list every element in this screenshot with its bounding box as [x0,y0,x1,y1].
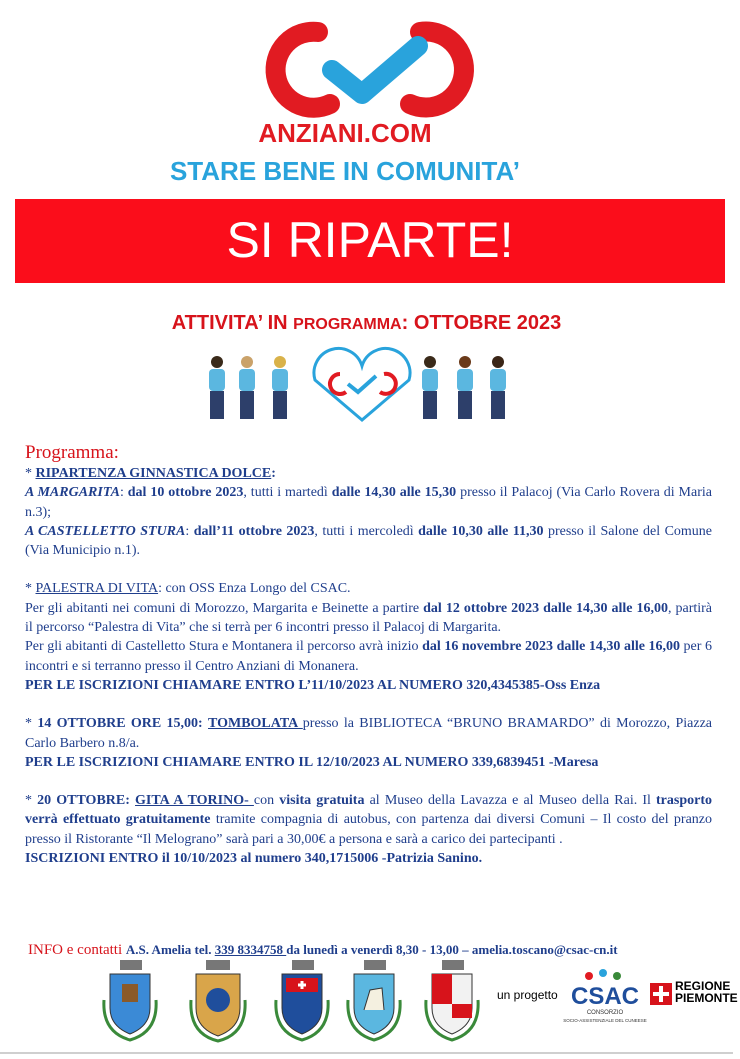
brand-tagline: STARE BENE IN COMUNITA’ [169,156,521,186]
palestra-heading: * PALESTRA DI VITA: con OSS Enza Longo del CSAC. [25,581,351,597]
palestra-line1-b: dal 12 ottobre 2023 dalle 14,30 alle 16,00 [423,600,668,616]
palestra-intro: : con OSS Enza Longo del CSAC. [158,581,351,597]
regione-piemonte-logo [675,980,738,1004]
person-icon [272,356,288,419]
anziani-logo [270,12,475,122]
margarita-day: , tutti i martedì [243,485,332,501]
csac-logo [563,968,647,1028]
palestra-line1-a: Per gli abitanti nei comuni di Morozzo, Margarita e Beinette a partire [25,600,424,616]
crest-icon [100,960,160,1042]
subtitle-part3: : OTTOBRE 2023 [401,312,562,334]
person-icon [239,356,255,419]
margarita-date: dal 10 ottobre 2023 [127,485,244,501]
crest-icon [344,960,404,1042]
info-contacts [28,941,668,959]
project-label: un progetto [497,988,558,1002]
program-title: Programma: [25,442,119,463]
crest-icon [188,960,248,1042]
margarita-place: A MARGARITA [25,485,120,501]
regione-text-1: REGIONE [675,979,731,993]
ginnastica-heading: * RIPARTENZA GINNASTICA DOLCE: [25,466,276,481]
castelletto-location: presso il Salone del Comune (Via Municipio n.1). [25,523,713,559]
castelletto-time: dalle 10,30 alle 11,30 [418,523,544,539]
heart-logo-icon [314,348,410,420]
palestra-line1-c: , partirà il percorso “Palestra di Vita” che si terrà per 6 incontri presso il Palacoj di Margarita. [25,600,713,636]
subtitle-part1: ATTIVITA’ IN [171,312,294,334]
gita-musei: al Museo della Lavazza e al Museo della Rai. Il [364,793,657,809]
palestra-iscrizioni: PER LE ISCRIZIONI CHIAMARE ENTRO L’11/10/2023 AL NUMERO 320,4345385-Oss Enza [25,677,601,693]
csac-top-text: CONSORZIO [586,1010,624,1016]
tombolata-heading: * 14 OTTOBRE ORE 15,00: TOMBOLATA presso la BIBLIOTECA “BRUNO BRAMARDO” di Morozzo, Piazza Carlo Barbero n.8/a. [25,716,712,751]
info-phone[interactable]: 339 8334758 [214,942,287,957]
info-label: INFO e contatti [28,942,126,958]
gita-when: 20 OTTOBRE: [37,793,130,809]
ginnastica-margarita: A MARGARITA: dal 10 ottobre 2023, tutti i martedì dalle 14,30 alle 15,30 presso il Palacoj (Via Carlo Rovera di Maria n.3); [25,485,712,520]
ginnastica-title: RIPARTENZA GINNASTICA DOLCE [35,466,272,481]
svg-text:CSAC: CSAC [570,983,640,1010]
municipal-crests [100,960,740,1045]
palestra-line2 [25,637,712,676]
program-content [25,442,712,868]
palestra-line1 [25,599,712,638]
gita-title: GITA A TORINO- [135,793,254,809]
castelletto-date: dall’11 ottobre 2023 [193,523,315,539]
person-icon [422,356,438,419]
tombolata-text: presso la BIBLIOTECA “BRUNO BRAMARDO” di Morozzo, Piazza Carlo Barbero n.8/a. [25,716,712,751]
csac-bottom-text: SOCIO-ASSISTENZIALE DEL CUNEESE [563,1018,647,1023]
subtitle-part2: PROGRAMMA [293,316,402,333]
castelletto-day: , tutti i mercoledì [314,523,419,539]
info-hours: da lunedì a venerdì 8,30 - 13,00 – amelia.toscano@csac-cn.it [286,942,618,957]
regione-text-2: PIEMONTE [675,991,738,1005]
ginnastica-castelletto: A CASTELLETTO STURA: dall’11 ottobre 2023, tutti i mercoledì dalle 10,30 alle 11,30 presso il Salone del Comune (Via Municipio n.1). [25,523,713,559]
gita-visita: visita gratuita [279,793,365,809]
margarita-location: presso il Palacoj (Via Carlo Rovera di Maria n.3); [25,485,712,520]
gita-paragraph: * 20 OTTOBRE: GITA A TORINO- con visita gratuita al Museo della Lavazza e al Museo della Rai. Il trasporto verrà effettuato gratuitamente tramite compagnia di autobus, con partenza dai diversi Comuni – Il costo del pranzo presso il Ristorante “Il Melograno” sarà pari a 30,00€ a persona e sarà a carico dei partecipanti . [25,793,713,847]
castelletto-place: A CASTELLETTO STURA [25,523,186,539]
gita-iscrizioni: ISCRIZIONI ENTRO il 10/10/2023 al numero 340,1715006 -Patrizia Sanino. [25,851,483,867]
tombolata-when: 14 OTTOBRE ORE 15,00: [37,716,203,732]
margarita-time: dalle 14,30 alle 15,30 [331,485,457,501]
tombolata-title: TOMBOLATA [208,716,303,732]
crest-icon [272,960,332,1042]
banner-title: SI RIPARTE! [226,212,514,268]
tombolata-iscrizioni: PER LE ISCRIZIONI CHIAMARE ENTRO IL 12/10/2023 AL NUMERO 339,6839451 -Maresa [25,754,599,770]
gita-trasporto: trasporto verrà effettuato gratuitamente [25,793,713,828]
brand-name: ANZIANI.COM [258,118,432,148]
palestra-title: PALESTRA DI VITA [35,581,159,597]
crest-icon [422,960,482,1042]
gita-rest: tramite compagnia di autobus, con partenza dai diversi Comuni – Il costo del pranzo presso il Ristorante “Il Melograno” sarà pari a 30,00€ a persona e sarà a carico dei partecipanti . [25,812,712,847]
person-icon [490,356,506,419]
info-contact: A.S. Amelia tel. [125,942,215,957]
regione-flag-icon [650,983,672,1005]
palestra-line2-b: dal 16 novembre 2023 dalle 14,30 alle 16,00 [422,639,681,655]
palestra-line2-a: Per gli abitanti di Castelletto Stura e Montanera il percorso avrà inizio [25,639,423,655]
program-subtitle [0,312,733,335]
person-icon [209,356,225,419]
person-icon [457,356,473,419]
gita-con: con [253,793,280,809]
palestra-line2-c: per 6 incontri e si terranno presso il Centro Anziani di Monanera. [25,639,712,674]
bottom-divider [0,1052,733,1054]
community-people-illustration [200,352,525,424]
